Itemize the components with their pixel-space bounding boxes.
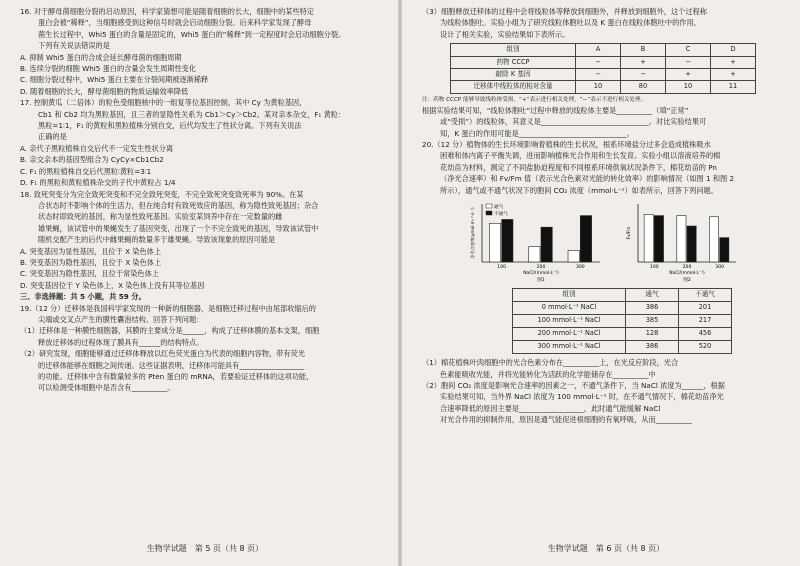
text-line: 释放迁移体的过程体现了膜具有______的结构特点。: [38, 337, 204, 347]
table-cell: 520: [679, 341, 732, 354]
table-row: [451, 56, 756, 68]
table-cell: +: [666, 69, 711, 81]
text-line: 状态时即致死的基因，称为显性致死基因。实验室某饲养中存在一定数量的雌: [38, 212, 283, 222]
text-line: 19.（12 分）迁移体是我国科学家发现的一种新的细胞器，是细胞迁移过程中由尾部收缩后的: [20, 303, 316, 313]
text-line: 实验结果可知，当外界 NaCl 浓度为 100 mmol·L⁻¹ 时，在不通气情况下，棉花幼苗净光: [440, 392, 724, 402]
text-line: D. 突变基因位于 Y 染色体上，X 染色体上没有其等位基因: [20, 280, 205, 290]
text-line: 下列有关说法错误的是: [38, 41, 110, 51]
table-cell: 不通气: [679, 289, 732, 302]
footer-right: 生物学试题 第 6 页（共 8 页）: [547, 543, 665, 553]
table-cell: 药物 CCCP: [451, 56, 576, 68]
text-line: 16. 对于酵母菌细胞分裂的启动原因，科学家猜想可能是随着细胞的长大，细胞中的某些特定: [20, 7, 315, 16]
text-line: 设计了相关实验，实验结果如下表所示。: [440, 29, 570, 39]
text-line: D. F₁ 的黑粒和黄粒植株杂交的子代中黄粒占 1/4: [20, 178, 176, 188]
bar: [709, 217, 718, 262]
bar: [489, 223, 500, 262]
text-line: （3）细胞释放迁移体的过程中会将线粒体等释放到细胞外，并释放到细胞外，这个过程称: [422, 7, 707, 16]
table-row: [513, 302, 732, 315]
text-line: C. 突变基因为隐性基因，且位于常染色体上: [20, 269, 159, 279]
page-fold: [398, 0, 402, 566]
text-line: 知，K 蛋白的作用可能是______________________________。: [440, 128, 634, 138]
text-line: 困难和体内离子平衡失调，进而影响植株光合作用和生长发育。实验小组以溶液培养的棉: [440, 151, 721, 161]
table-row: [513, 328, 732, 341]
text-line: A. 突变基因为显性基因，且位于 X 染色体上: [20, 246, 162, 256]
chart-title: 图1: [537, 278, 545, 284]
table-cell: −: [621, 69, 666, 81]
text-line: 可以检测受体细胞中是否含有__________。: [38, 383, 175, 393]
bar: [541, 227, 552, 262]
table-header: [513, 289, 732, 302]
table-cell: +: [711, 69, 756, 81]
text-line: 对光合作用的抑制作用，原因是通气能促进根细胞的有氧呼吸，从而__________: [440, 415, 692, 425]
text-line: 色素能吸收光能，并将光能转化为活跃的化学能储存在__________中: [440, 369, 656, 379]
left-body: [20, 6, 390, 291]
table-cell: D: [711, 44, 756, 56]
table-cell: C: [666, 44, 711, 56]
part3-answers: [422, 105, 790, 139]
table-cell: 100 mmol·L⁻¹ NaCl: [513, 315, 626, 328]
figures: [422, 198, 790, 284]
bar: [687, 226, 696, 262]
table-cell: 300 mmol·L⁻¹ NaCl: [513, 341, 626, 354]
table-cell: 10: [576, 81, 621, 93]
text-line: A. 亲代子黑粒植株自交后代不一定发生性状分离: [20, 143, 174, 153]
text-line: 正确的是: [38, 132, 67, 142]
table-cell: 200 mmol·L⁻¹ NaCl: [513, 328, 626, 341]
x-tick-label: 100: [497, 265, 507, 271]
table-row: [513, 341, 732, 354]
text-line: （1）迁移体是一种膜性细胞器，其膜的主要成分是______，构成了迁移体膜的基本支架，细胞: [20, 326, 320, 336]
text-line: 黑粒=1∶1，F₁ 的黄粒和黑粒植株分别自交，后代均发生了性状分离。下列有关说法: [38, 121, 302, 131]
table-row: [451, 69, 756, 81]
question-20-answers: [422, 357, 790, 425]
text-line: 雄果蝇，该试管中的果蝇发生了基因突变，出现了一个不完全致死的基因，导致该试管中: [38, 223, 319, 233]
x-axis-label: NaCl/(mmol·L⁻¹): [669, 271, 705, 277]
table-cell: 456: [679, 328, 732, 341]
table-cell: B: [621, 44, 666, 56]
table-cell: 组别: [451, 44, 576, 56]
page-left: [20, 6, 390, 554]
x-tick-label: 200: [536, 265, 546, 271]
text-line: 根据实验结果可知，“线粒体胞吐”过程中释放的线粒体主要是__________（填“正常”: [422, 105, 689, 115]
x-tick-label: 300: [575, 265, 585, 271]
text-line: 20.（12 分）植物体的生长环境影响着植株的生长状况，根系环境盐分过多会造成植株吸水: [422, 140, 711, 150]
text-line: 合速率降低的原因主要是__________________，此时通气能缓解 NaCl: [440, 403, 661, 413]
legend-swatch: [486, 211, 492, 215]
table-note: 注：药物 CCCP 能够导致线粒体受损，“+”表示进行相关处理，“−”表示不进行相关处理。: [422, 96, 647, 103]
text-line: B. 亲交亲本的基因型组合为 CyCy×Cb1Cb2: [20, 155, 164, 165]
y-axis-label: Fv/Fm: [626, 226, 631, 240]
co2-table: [512, 288, 732, 354]
table-row: [513, 315, 732, 328]
table-cell: 80: [621, 81, 666, 93]
chart-title: 图2: [683, 278, 691, 284]
question-19: [20, 303, 390, 394]
text-line: 或“受损”）的线粒体，其意义是______________________________。对比实验结果可: [440, 117, 707, 127]
text-line: （2）胞间 CO₂ 浓度是影响光合速率的因素之一，不通气条件下，当 NaCl 浓度为______，根据: [422, 380, 725, 390]
table-cell: 敲除 K 基因: [451, 69, 576, 81]
bar: [580, 216, 591, 262]
question-19-part3: [422, 6, 790, 40]
table-cell: 385: [626, 315, 679, 328]
text-line: B. 连续分裂的细胞 Whi5 蛋白的含量会发生周期性变化: [20, 64, 197, 74]
figure-2: [622, 198, 742, 284]
text-line: （2）研究发现，细胞能够通过迁移体释放以红色荧光蛋白为代表的细胞内容物，带有荧光: [20, 349, 305, 359]
legend-label: 通气: [494, 205, 504, 211]
text-line: 花幼苗为材料，测定了不同盐胁迫程度和不同根系环境供氧状况条件下，棉花幼苗的 Pn: [440, 162, 717, 172]
bar: [654, 216, 663, 262]
table-cell: 217: [679, 315, 732, 328]
text-line: 所示），通气或不通气状况下的胞间 CO₂ 浓度（mmol·L⁻¹）如表所示，回答下列问题。: [440, 185, 718, 195]
table-cell: 201: [679, 302, 732, 315]
bar: [568, 250, 579, 262]
text-line: 蛋白会被“稀释”，当细胞感受到这种信号时就会启动细胞分裂。后来科学家发现了酵母: [38, 18, 312, 28]
section-heading: 三、非选择题：共 5 小题，共 59 分。: [20, 292, 146, 302]
bar: [677, 216, 686, 262]
table-cell: 0 mmol·L⁻¹ NaCl: [513, 302, 626, 315]
table-cell: 386: [626, 302, 679, 315]
text-line: 18. 致死突变分为完全致死突变和不完全致死突变，不完全致死突变致死率为 90%。在某: [20, 189, 304, 199]
legend-swatch: [486, 204, 492, 208]
x-tick-label: 200: [682, 265, 692, 271]
text-line: 合状态时不影响个体的生活力，但在纯合时有致死效应的基因，称为隐性致死基因；杂合: [38, 200, 319, 210]
table-header: [451, 44, 756, 56]
table-row: [451, 81, 756, 93]
text-line: 的迁移体能够在细胞之间传递。这些证据表明，迁移体可能具有__________________: [38, 360, 304, 370]
table-cell: 迁移体中线粒体的相对含量: [451, 81, 576, 93]
table-cell: +: [621, 56, 666, 68]
text-line: C. F₁ 的黑粒植株自交后代黑粒∶黄粒=3∶1: [20, 166, 152, 176]
table-cell: 386: [626, 341, 679, 354]
text-line: 菌生长过程中，Whi5 蛋白的含量是固定的，Whi5 蛋白的“稀释”到一定程度时会启动细胞分裂。: [38, 29, 346, 39]
table-cell: 组别: [513, 289, 626, 302]
y-axis-label: 净光合速率(μmol·m⁻²·s⁻¹): [470, 207, 475, 259]
text-line: 的功能。迁移体中含有数量较多的 Pten 蛋白的 mRNA，若要验证迁移体的这项功能，: [38, 372, 314, 381]
table-cell: 通气: [626, 289, 679, 302]
legend-label: 不通气: [494, 212, 508, 218]
table-cell: −: [576, 56, 621, 68]
table-cell: 11: [711, 81, 756, 93]
table-cell: −: [576, 69, 621, 81]
text-line: （净光合速率）和 Fv/Fm 值（表示光合色素对光能的转化效率）的影响情况（如图 1 和图 2: [440, 174, 735, 184]
table-cell: +: [711, 56, 756, 68]
x-axis-label: NaCl/(mmol·L⁻¹): [523, 271, 559, 277]
table-cell: 128: [626, 328, 679, 341]
x-tick-label: 300: [715, 265, 725, 271]
figure-1: [466, 198, 606, 284]
text-line: 17. 控制黄瓜（二倍体）的粒色受细胞核中的一组复等位基因控制，其中 Cy 为黄粒基因，: [20, 98, 307, 108]
table-cell: A: [576, 44, 621, 56]
bar: [529, 247, 540, 262]
text-line: A. 抑制 Whi5 蛋白的合成会延长酵母菌的细胞周期: [20, 52, 182, 62]
text-line: C. 细胞分裂过程中，Whi5 蛋白主要在分裂间期被逐渐稀释: [20, 75, 209, 85]
mitochondria-table: [450, 43, 756, 94]
question-20: [422, 139, 790, 196]
text-line: （1）棉花植株叶肉细胞中的光合色素分布在__________上，在光反应阶段，光合: [422, 358, 679, 368]
table-cell: −: [666, 56, 711, 68]
text-line: B. 突变基因为隐性基因，且位于 X 染色体上: [20, 257, 162, 267]
page-right: [422, 6, 790, 554]
text-line: D. 随着细胞的长大，酵母菌细胞的物质运输效率降低: [20, 86, 189, 96]
bar: [720, 238, 729, 262]
bar: [502, 220, 513, 263]
table-cell: 10: [666, 81, 711, 93]
bar: [644, 215, 653, 263]
text-line: 尖端或交叉点产生的膜性囊泡结构。回答下列问题：: [38, 314, 204, 324]
text-line: 随机交配产生的后代中雌果蝇的数量多于雄果蝇。导致该现象的原因可能是: [38, 235, 276, 245]
footer-left: 生物学试题 第 5 页（共 8 页）: [146, 543, 264, 553]
x-tick-label: 100: [649, 265, 659, 271]
text-line: 为线粒体胞吐。实验小组为了研究线粒体胞吐以及 K 蛋白在线粒体胞吐中的作用，: [440, 18, 701, 28]
text-line: Cb1 和 Cb2 均为黑粒基因，且三者的显隐性关系为 Cb1＞Cy＞Cb2。某对亲本杂交，F₁ 黄粒：: [38, 109, 346, 119]
